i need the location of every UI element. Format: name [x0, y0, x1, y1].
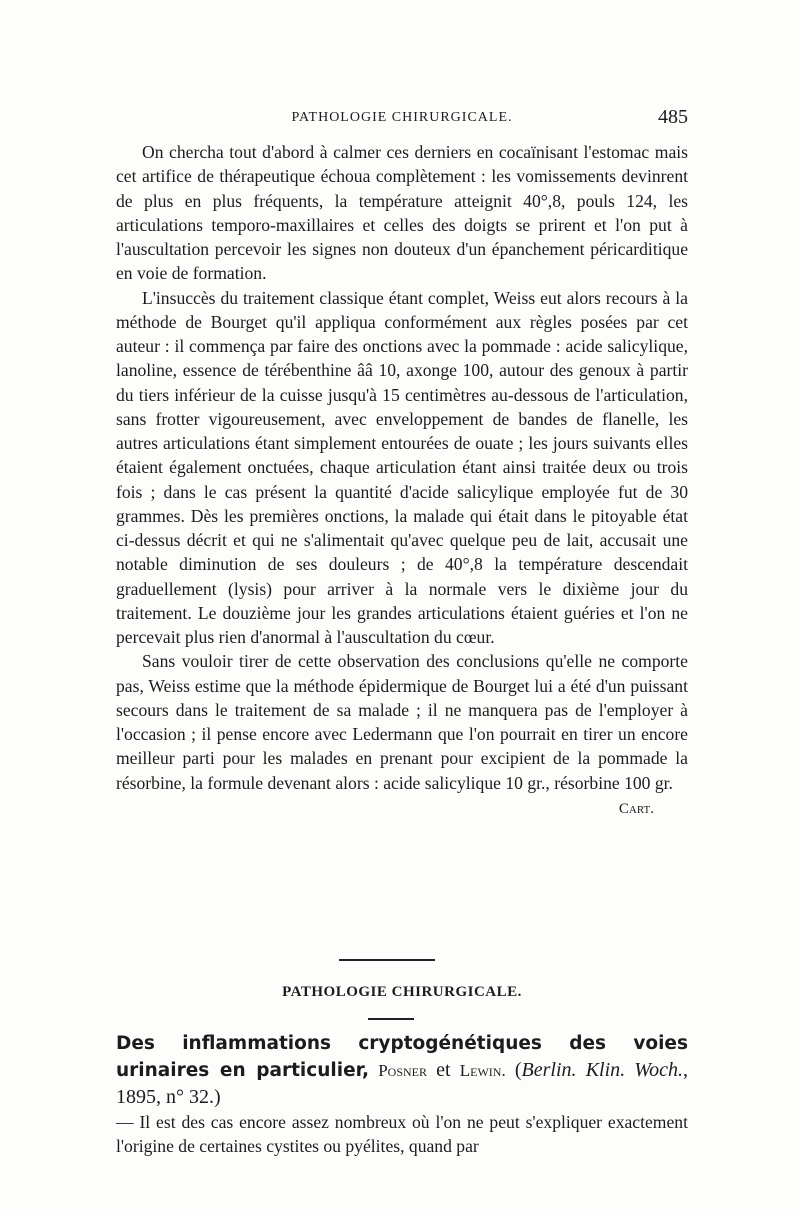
section-heading: PATHOLOGIE CHIRURGICALE.: [282, 984, 522, 1000]
article-author: Lewin.: [459, 1061, 506, 1080]
article: [116, 1030, 688, 1159]
article-journal: Berlin. Klin. Woch.: [521, 1059, 683, 1081]
article-source-open: (: [514, 1059, 522, 1081]
running-title: PATHOLOGIE CHIRURGICALE.: [291, 110, 513, 125]
running-head: [116, 106, 688, 130]
article-title: Des inflammations cryptogénétiques des voies urinaires en particulier,: [116, 1033, 688, 1081]
article-heading: [116, 1030, 688, 1110]
article-source-details: , 1895, n° 32.): [116, 1059, 688, 1108]
article-author-conjunction: et: [436, 1059, 451, 1081]
section-divider-top: [339, 959, 435, 961]
page-number: 485: [658, 106, 688, 128]
paragraph: On chercha tout d'abord à calmer ces derniers en cocaïnisant l'estomac mais cet artifice de thérapeutique échoua complètement : les vomissements devinrent de plus en plus fréquents, la température atteignit 40°,8, pouls 124, les articulations temporo-maxillaires et celles des doigts se prirent et l'on put à l'auscultation percevoir les signes non douteux d'un épanchement péricarditique en voie de formation.: [116, 142, 688, 284]
author-signature: Cart.: [618, 800, 654, 817]
article-author: Posner: [378, 1061, 428, 1080]
body-text: [116, 140, 688, 821]
paragraph: Sans vouloir tirer de cette observation des conclusions qu'elle ne comporte pas, Weiss estime que la méthode épidermique de Bourget lui a été d'un puissant secours dans le traitement de sa malade ; il ne manquera pas de l'employer à l'occasion ; il pense encore avec Ledermann que l'on pourrait en tirer un encore meilleur parti pour les malades en prenant pour excipient de la pommade la résorbine, la formule devenant alors : acide salicylique 10 gr., résorbine 100 gr.: [116, 651, 688, 793]
article-body: — Il est des cas encore assez nombreux où l'on ne peut s'expliquer exactement l'origine de certaines cystites ou pyélites, quand par: [116, 1112, 688, 1157]
section-divider-bottom: [368, 1018, 414, 1020]
paragraph: L'insuccès du traitement classique étant complet, Weiss eut alors recours à la méthode de Bourget qu'il appliqua conformément aux règles posées par cet auteur : il commença par faire des onctions avec la pommade : acide salicylique, lanoline, essence de térébenthine ââ 10, axonge 100, autour des genoux à partir du tiers inférieur de la cuisse jusqu'à 15 centimètres au-dessous de l'articulation, sans frotter vigoureusement, avec enveloppement de bandes de flanelle, les autres articulations étant simplement entourées de ouate ; les jours suivants elles étaient également onctuées, chaque articulation étant ainsi traitée deux ou trois fois ; dans le cas présent la quantité d'acide salicylique employée fut de 30 grammes. Dès les premières onctions, la malade qui était dans le pitoyable état ci-dessus décrit et qui ne s'alimentait qu'avec quelque peu de lait, accusait une notable diminution de ses douleurs ; de 40°,8 la température descendait graduellement (lysis) pour arriver à la normale vers le dixième jour du traitement. Le douzième jour les grandes articulations étaient guéries et l'on ne percevait plus rien d'anormal à l'auscultation du cœur.: [116, 287, 688, 647]
